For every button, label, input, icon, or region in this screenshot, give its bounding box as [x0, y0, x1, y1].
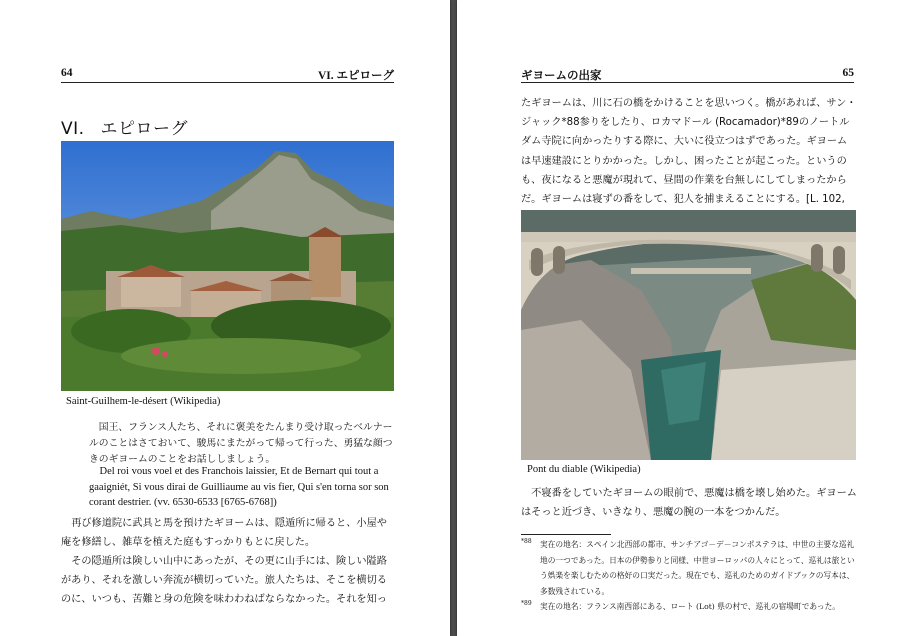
page-number: 64	[61, 67, 73, 79]
quote-japanese	[89, 420, 393, 468]
footnote-mark: *89	[521, 600, 532, 607]
running-head-section: VI. エピローグ	[317, 70, 394, 82]
left-page	[0, 0, 450, 636]
paragraph: その隠遁所は険しい山中にあったが、その更に山手には、険しい隘路があり、それを激しい奔流が横切っていた。旅人たちは、そこを横切るのに、いつも、苦難と身の危険を味わわねばならなかった。それを知っ	[61, 556, 387, 605]
footnote	[521, 599, 857, 615]
village-photo-illustration	[61, 141, 394, 391]
footnote-mark: *88	[521, 538, 532, 545]
footnotes	[521, 535, 857, 615]
paragraph: 不寝番をしていたギヨームの眼前で、悪魔は橋を壊し始めた。ギヨームはそっと近づき、いきなり、悪魔の腕の一本をつかんだ。	[521, 488, 857, 518]
village-photo	[61, 141, 394, 391]
paragraph: 再び修道院に武具と馬を預けたギヨームは、隠遁所に帰ると、小屋や庵を修繕し、雑草を植えた庭もすっかりもとに戻した。	[61, 518, 387, 548]
body-text	[61, 514, 395, 609]
bridge-photo-illustration	[521, 210, 856, 460]
running-head-section: ギヨームの出家	[521, 70, 602, 82]
paragraph: たギヨームは、川に石の橋をかけることを思いつく。橋があれば、サン・ジャック*88参りをしたり、ロカマドール (Rocamador)*89のノートルダム寺院に向かったりする際に、大いに役立つはずであった。ギヨームは早速建設にとりかかった。しかし、困ったことが起こった。というのも、夜になると悪魔が現れて、昼間の作業を台無しにしてしまったからだ。ギヨームは寝ずの番をして、犯人を捕まえることにする。[L. 102,	[521, 98, 857, 206]
chapter-number: VI.	[61, 119, 85, 139]
bridge-photo	[521, 210, 856, 460]
right-page	[457, 0, 914, 636]
footnote-text: 実在の地名：フランス南西部にある、ロート (Lot) 県の村で、巡礼の宿場町であった。	[540, 602, 840, 611]
quote-french: Del roi vous voel et des Franchois laissier, Et de Bernart qui tout a gaaigniét, Si vous dirai de Guilliaume au vis fier, Qui s'en torna sor son corant destrier. (vv. 6530-6533 [6765-6768])	[89, 466, 389, 508]
running-head-right	[521, 66, 854, 83]
chapter-title-text: エピローグ	[100, 119, 189, 139]
body-text	[521, 484, 857, 522]
photo-caption: Pont du diable (Wikipedia)	[527, 464, 641, 475]
page-number: 65	[842, 67, 854, 79]
footnote	[521, 537, 857, 599]
photo-caption: Saint-Guilhem-le-désert (Wikipedia)	[66, 396, 221, 407]
chapter-title	[61, 114, 188, 139]
footnote-text: 実在の地名：スペイン北西部の都市、サンチアゴ－デ－コンポステラは、中世の主要な巡礼地の一つであった。日本の伊勢参りと同様、中世ヨーロッパの人々にとって、巡礼は旅という娯楽を楽しむための格好の口実だった。現在でも、巡礼のためのガイドブックの写本は、多数残されている。	[540, 540, 855, 596]
quote-japanese-text: 国王、フランス人たち、それに褒美をたんまり受け取ったベルナールのことはさておいて、駿馬にまたがって帰って行った、勇猛な顔つきのギヨームのことをお話ししましょう。	[89, 422, 393, 465]
body-text	[521, 94, 857, 228]
running-head-left	[61, 66, 394, 83]
